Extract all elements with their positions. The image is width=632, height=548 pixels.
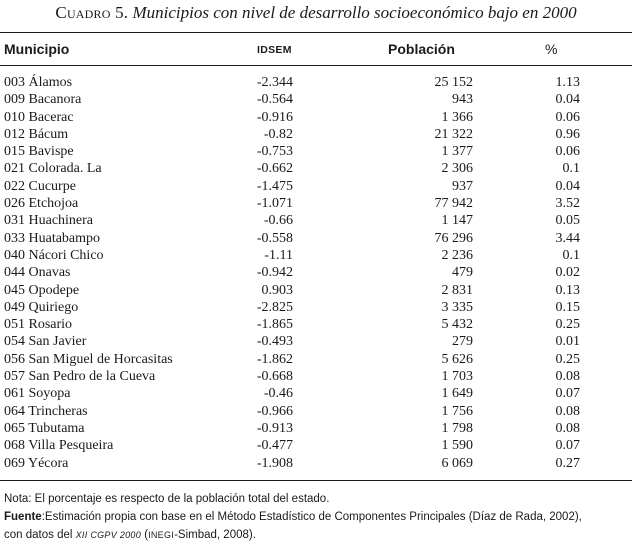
- table-row: [0, 420, 632, 437]
- cell-poblacion: 943: [452, 92, 473, 108]
- cell-municipio: 033 Huatabampo: [4, 230, 101, 246]
- table-row: [0, 143, 632, 160]
- cell-municipio: 010 Bacerac: [4, 109, 74, 125]
- caption-label: Cuadro 5.: [55, 3, 129, 22]
- cell-percent: 0.04: [555, 92, 580, 108]
- cell-municipio: 054 San Javier: [4, 334, 87, 350]
- cell-idsem: -1.908: [256, 455, 293, 471]
- cell-percent: 0.1: [562, 247, 580, 263]
- source-text: :Estimación propia con base en el Método Estadístico de Componentes Principales (Díaz de Rada, 2002),: [41, 511, 582, 523]
- cell-percent: 0.25: [555, 317, 580, 333]
- cell-municipio: 009 Bacanora: [4, 92, 82, 108]
- table-row: [0, 299, 632, 316]
- cell-poblacion: 6 069: [441, 455, 473, 471]
- census-name: XII CGPV 2000: [75, 530, 142, 540]
- cell-poblacion: 1 798: [441, 420, 473, 436]
- source-text-a: con datos del: [4, 529, 76, 541]
- table-row: [0, 455, 632, 472]
- cell-idsem: -0.753: [256, 144, 293, 160]
- source-line-continued: [4, 526, 628, 544]
- cell-municipio: 015 Bavispe: [4, 144, 74, 160]
- cell-idsem: -1.11: [264, 247, 293, 263]
- cell-municipio: 065 Tubutama: [4, 420, 85, 436]
- cell-poblacion: 25 152: [434, 75, 473, 90]
- table-row: [0, 109, 632, 126]
- cell-percent: 0.15: [555, 299, 580, 315]
- cell-percent: 0.06: [555, 144, 580, 160]
- table-row: [0, 437, 632, 454]
- cell-idsem: -0.662: [256, 161, 293, 177]
- cell-poblacion: 21 322: [434, 126, 473, 142]
- header-idsem: IDSEM: [257, 44, 292, 56]
- cell-municipio: 040 Nácori Chico: [4, 247, 104, 263]
- source-text-c: -Simbad, 2008).: [174, 529, 256, 541]
- table-row: [0, 160, 632, 177]
- table-row: [0, 230, 632, 247]
- table-row: [0, 91, 632, 108]
- cell-percent: 0.08: [555, 369, 580, 385]
- cell-municipio: 051 Rosario: [4, 317, 73, 333]
- cell-idsem: -1.071: [256, 196, 293, 212]
- cell-percent: 0.01: [555, 334, 580, 350]
- cell-idsem: -0.966: [256, 403, 293, 419]
- table-row: [0, 368, 632, 385]
- cell-idsem: -0.558: [256, 230, 293, 246]
- cell-percent: 1.13: [555, 75, 580, 90]
- cell-municipio: 031 Huachinera: [4, 213, 94, 229]
- cell-poblacion: 1 147: [441, 213, 473, 229]
- cell-percent: 3.44: [555, 230, 580, 246]
- table-row: [0, 195, 632, 212]
- cell-poblacion: 479: [452, 265, 473, 281]
- table-row: [0, 74, 632, 91]
- table-row: [0, 178, 632, 195]
- cell-poblacion: 1 649: [441, 386, 473, 402]
- table-notes: [4, 490, 628, 544]
- cell-municipio: 057 San Pedro de la Cueva: [4, 369, 156, 385]
- cell-idsem: -0.942: [256, 265, 293, 281]
- cell-percent: 0.27: [555, 455, 580, 471]
- cell-municipio: 064 Trincheras: [4, 403, 88, 419]
- cell-percent: 0.1: [562, 161, 580, 177]
- cell-percent: 0.13: [555, 282, 580, 298]
- cell-municipio: 044 Onavas: [4, 265, 71, 281]
- cell-idsem: -1.475: [256, 178, 293, 194]
- cell-percent: 0.07: [555, 438, 580, 454]
- cell-idsem: -0.493: [256, 334, 293, 350]
- table-row: [0, 247, 632, 264]
- cell-poblacion: 2 831: [441, 282, 473, 298]
- table-row: [0, 316, 632, 333]
- cell-municipio: 049 Quiriego: [4, 299, 79, 315]
- cell-poblacion: 77 942: [434, 196, 473, 212]
- cell-percent: 0.08: [555, 420, 580, 436]
- header-rule: [0, 65, 632, 66]
- cell-percent: 0.08: [555, 403, 580, 419]
- cell-poblacion: 2 236: [441, 247, 473, 263]
- cell-idsem: -1.865: [256, 317, 293, 333]
- note-line: Nota: El porcentaje es respecto de la población total del estado.: [4, 493, 330, 505]
- cell-idsem: -0.668: [256, 369, 293, 385]
- cell-percent: 0.07: [555, 386, 580, 402]
- table-row: [0, 351, 632, 368]
- table-row: [0, 385, 632, 402]
- cell-municipio: 045 Opodepe: [4, 282, 80, 298]
- cell-poblacion: 279: [452, 334, 473, 350]
- table-caption: [0, 3, 632, 23]
- header-municipio: Municipio: [4, 41, 70, 57]
- cell-poblacion: 1 703: [441, 369, 473, 385]
- cell-idsem: -2.344: [256, 75, 293, 90]
- cell-poblacion: 2 306: [441, 161, 473, 177]
- cell-municipio: 061 Soyopa: [4, 386, 71, 402]
- inegi-name: INEGI: [148, 530, 175, 540]
- cell-poblacion: 1 377: [441, 144, 473, 160]
- cell-municipio: 022 Cucurpe: [4, 178, 76, 194]
- cell-municipio: 069 Yécora: [4, 455, 69, 471]
- caption-text: Municipios con nivel de desarrollo socioeconómico bajo en 2000: [132, 3, 577, 22]
- cell-idsem: -0.916: [256, 109, 293, 125]
- source-label: Fuente: [4, 511, 42, 523]
- cell-municipio: 021 Colorada. La: [4, 161, 102, 177]
- cell-municipio: 056 San Miguel de Horcasitas: [4, 351, 173, 367]
- cell-municipio: 068 Villa Pesqueira: [4, 438, 114, 454]
- table-body: [0, 74, 632, 472]
- cell-idsem: -0.82: [263, 126, 293, 142]
- source-line: [4, 508, 628, 526]
- cell-idsem: -2.825: [256, 299, 293, 315]
- cell-poblacion: 1 366: [441, 109, 473, 125]
- cell-poblacion: 1 756: [441, 403, 473, 419]
- cell-percent: 0.06: [555, 109, 580, 125]
- header-percent: %: [545, 41, 558, 57]
- cell-municipio: 003 Álamos: [4, 75, 73, 90]
- cell-idsem: -1.862: [256, 351, 293, 367]
- bottom-rule: [0, 480, 632, 481]
- cell-idsem: -0.46: [263, 386, 293, 402]
- cell-percent: 0.25: [555, 351, 580, 367]
- cell-percent: 0.05: [555, 213, 580, 229]
- cell-idsem: 0.903: [261, 282, 293, 298]
- cell-municipio: 012 Bácum: [4, 126, 69, 142]
- cell-idsem: -0.477: [256, 438, 293, 454]
- cell-percent: 0.04: [555, 178, 580, 194]
- cell-percent: 0.96: [555, 126, 580, 142]
- table-row: [0, 333, 632, 350]
- cell-idsem: -0.564: [256, 92, 293, 108]
- table-row: [0, 212, 632, 229]
- cell-percent: 0.02: [555, 265, 580, 281]
- cell-poblacion: 5 432: [441, 317, 473, 333]
- table-row: [0, 126, 632, 143]
- cell-municipio: 026 Etchojoa: [4, 196, 79, 212]
- cell-idsem: -0.913: [256, 420, 293, 436]
- table-row: [0, 403, 632, 420]
- cell-percent: 3.52: [555, 196, 580, 212]
- table-row: [0, 282, 632, 299]
- source-text-b: (: [141, 529, 149, 541]
- cell-poblacion: 937: [452, 178, 473, 194]
- cell-poblacion: 76 296: [434, 230, 473, 246]
- table-row: [0, 264, 632, 281]
- cell-poblacion: 5 626: [441, 351, 473, 367]
- cell-idsem: -0.66: [263, 213, 293, 229]
- top-rule: [0, 32, 632, 33]
- cell-poblacion: 3 335: [441, 299, 473, 315]
- header-poblacion: Población: [388, 41, 455, 57]
- cell-poblacion: 1 590: [441, 438, 473, 454]
